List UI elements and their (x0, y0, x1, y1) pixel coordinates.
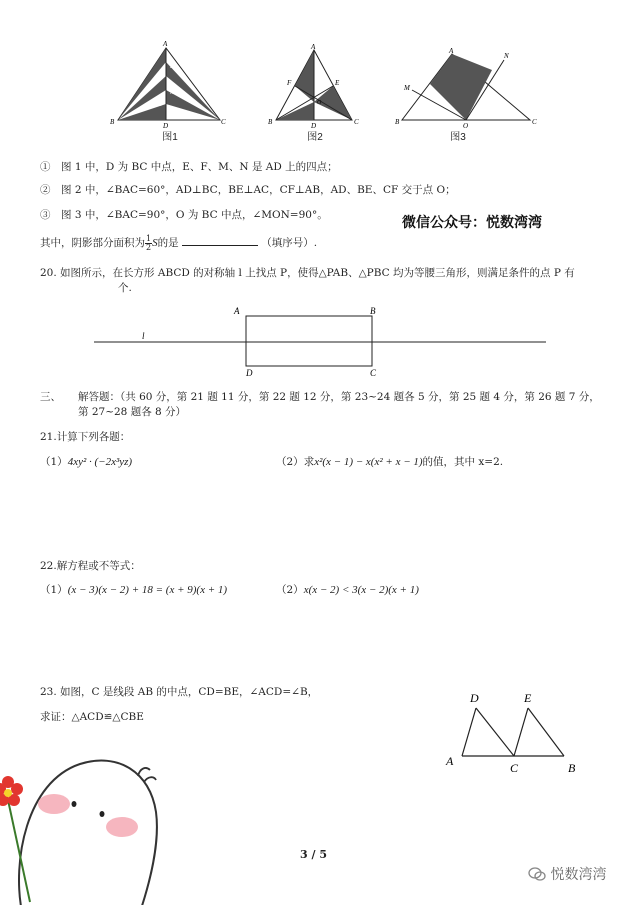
fig2-label-o: O (317, 100, 322, 106)
q22-title: 22.解方程或不等式： (40, 560, 141, 572)
fig1-label-c: C (221, 118, 226, 126)
q19-item-3: ③ 图 3 中，∠BAC=90°，O 为 BC 中点，∠MON=90°。 (40, 209, 328, 221)
q23-label-b: B (568, 761, 576, 774)
q19-conclusion-mid: 的是 (157, 237, 179, 249)
fig2-label-e: E (335, 79, 340, 87)
fig1-label-n: N (158, 102, 163, 108)
fig1-label-d: D (163, 122, 169, 128)
fig2-label-d: D (311, 122, 317, 128)
wechat-watermark: 微信公众号：悦数湾湾 (402, 215, 542, 231)
fig1-label-e: E (170, 64, 174, 70)
cartoon-character (0, 742, 170, 905)
q22-p1-label: （1） (40, 584, 68, 596)
figure-2 (268, 42, 364, 128)
q21-p2-expr: x²(x − 1) − x(x² + x − 1) (314, 456, 423, 468)
q23-label-d: D (470, 691, 479, 705)
q23-line-2: 求证：△ACD≌△CBE (40, 711, 144, 723)
q21-p2-label: （2） (276, 456, 304, 468)
flower-icon (0, 776, 23, 806)
q19-item-1: ① 图 1 中，D 为 BC 中点，E、F、M、N 是 AD 上的四点； (40, 161, 338, 173)
q22-p2-expr: x(x − 2) < 3(x − 2)(x + 1) (303, 584, 419, 596)
fig1-caption: 图1 (162, 132, 178, 143)
q22-p1-expr: (x − 3)(x − 2) + 18 = (x + 9)(x + 1) (67, 584, 228, 596)
q19-conclusion (40, 234, 317, 252)
q21-part-2 (276, 455, 503, 469)
q21-p2-pre: 求 (303, 456, 315, 468)
q20-label-a: A (234, 306, 240, 316)
q21-p2-post: 的值，其中 x=2. (422, 456, 504, 468)
footer-brand-label: 悦数湾湾 (550, 867, 607, 883)
figure-3 (392, 46, 544, 128)
section-3-heading: 解答题：（共 60 分，第 21 题 11 分，第 22 题 12 分，第 23~24 题各 5 分，第 25 题 4 分，第 26 题 7 分， (78, 391, 600, 403)
fig3-label-n: N (504, 52, 509, 60)
q20-label-b: B (370, 306, 376, 316)
q20-label-c: C (370, 368, 377, 376)
q22-part-1 (40, 583, 227, 597)
q20-line-2: 个. (118, 282, 132, 294)
fig1-label-b: B (110, 118, 115, 126)
q21-p1-expr: 4xy² · (−2x³yz) (67, 456, 133, 468)
q22-part-2 (276, 583, 419, 597)
fig2-label-a: A (311, 43, 316, 51)
fig3-label-a: A (449, 47, 454, 55)
section-3-heading-2: 第 27~28 题各 8 分） (78, 406, 187, 418)
fig1-label-a: A (163, 40, 168, 48)
fig1-label-f: F (158, 76, 162, 82)
fraction-denominator: 2 (146, 242, 152, 252)
answer-blank[interactable] (182, 234, 258, 246)
fig2-caption: 图2 (307, 132, 323, 143)
fraction-numerator: 1 (146, 233, 152, 243)
page-number: 3 / 5 (300, 848, 327, 861)
fig3-label-m: M (404, 84, 410, 92)
q20-line-1: 20. 如图所示，在长方形 ABCD 的对称轴 l 上找点 P，使得△PAB、△PBC 均为等腰三角形，则满足条件的点 P 有 (40, 267, 575, 279)
q23-line-1: 23. 如图，C 是线段 AB 的中点，CD=BE，∠ACD=∠B， (40, 686, 319, 698)
q23-label-c: C (510, 761, 519, 774)
footer-brand (528, 864, 606, 884)
fig3-label-o: O (463, 122, 469, 128)
q20-figure (90, 300, 550, 376)
q19-conclusion-pre: 其中，阴影部分面积为 (40, 237, 145, 249)
section-3-number: 三、 (40, 391, 61, 403)
q20-label-l: l (142, 331, 145, 341)
q19-conclusion-post: （填序号）. (261, 237, 318, 249)
q21-p1-label: （1） (40, 456, 68, 468)
q21-part-1 (40, 455, 132, 469)
fig2-label-c: C (354, 118, 359, 126)
wechat-icon (528, 867, 546, 881)
fig3-caption: 图3 (450, 132, 466, 143)
fig3-label-c: C (532, 118, 537, 126)
q20-label-d: D (246, 368, 253, 376)
q21-title: 21.计算下列各题： (40, 431, 131, 443)
q23-label-e: E (524, 691, 532, 705)
q23-figure (440, 688, 590, 774)
fig2-label-b: B (268, 118, 273, 126)
q19-s: S (152, 237, 158, 249)
figure-1 (108, 38, 236, 128)
q19-item-2: ② 图 2 中，∠BAC=60°，AD⊥BC，BE⊥AC，CF⊥AB，AD、BE、CF 交于点 O； (40, 184, 456, 196)
q23-label-a: A (446, 754, 454, 768)
q22-p2-label: （2） (276, 584, 304, 596)
fig3-label-b: B (395, 118, 400, 126)
fig2-label-f: F (287, 79, 292, 87)
fig1-label-m: M (170, 90, 175, 96)
